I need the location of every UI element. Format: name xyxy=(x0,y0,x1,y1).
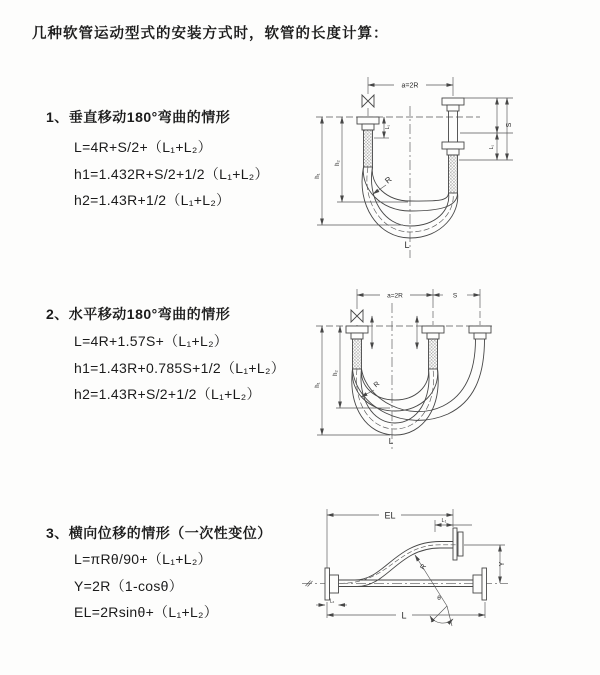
braided-hose-section xyxy=(364,130,373,167)
dim-label-s: S xyxy=(506,122,513,128)
radius-and-angle xyxy=(415,555,453,626)
fitting-length-dims xyxy=(372,316,417,349)
upper-right-flange xyxy=(453,528,463,560)
right-flange-fitting xyxy=(469,326,491,339)
section-1-formula-h2: h2=1.43R+1/2（L₁+L₂） xyxy=(74,192,231,208)
dim-label-l1: L₁ xyxy=(441,518,447,524)
dim-label-el: EL xyxy=(384,510,396,521)
valve-icon xyxy=(362,95,374,107)
dim-label-theta: θ xyxy=(437,595,441,602)
section-1-formula-l: L=4R+S/2+（L₁+L₂） xyxy=(74,139,212,155)
braided-hose-section xyxy=(449,155,458,193)
section-1-formula-h1: h1=1.432R+S/2+1/2（L₁+L₂） xyxy=(74,166,269,182)
dimension-s-and-l1-right xyxy=(459,98,513,160)
dim-label-y: Y xyxy=(499,561,506,567)
dimension-a2r xyxy=(368,77,453,116)
left-flange-fitting xyxy=(357,117,379,167)
valve-icon xyxy=(351,310,363,322)
dim-label-h1: h₁ xyxy=(315,382,321,388)
left-flange xyxy=(325,568,339,600)
dim-label-l2: L₂ xyxy=(329,598,335,605)
dim-label-s: S xyxy=(452,292,458,300)
diagram-vertical-180-bend xyxy=(310,70,600,266)
lower-right-flange xyxy=(473,568,487,600)
section-2-formula-h1: h1=1.43R+0.785S+1/2（L₁+L₂） xyxy=(74,360,285,376)
section-2-formula-l: L=4R+1.57S+（L₁+L₂） xyxy=(74,333,229,349)
centerlines xyxy=(316,301,492,449)
right-flange-fitting xyxy=(442,98,464,193)
dim-label-l: L xyxy=(388,437,394,446)
section-3-heading: 3、横向位移的情形（一次性变位） xyxy=(46,525,272,541)
dimension-l2 xyxy=(316,599,347,606)
dim-label-h2: h₂ xyxy=(333,370,339,376)
diagram-horizontal-180-bend xyxy=(310,283,600,458)
braided-hose-section xyxy=(353,339,362,369)
dim-label-l: L xyxy=(401,610,407,621)
dimension-l xyxy=(327,602,485,621)
section-3-formula-el: EL=2Rsinθ+（L₁+L₂） xyxy=(74,604,219,620)
dim-label-r: R xyxy=(419,563,429,572)
section-2-heading: 2、水平移动180°弯曲的情形 xyxy=(46,306,231,322)
dim-label-l1-right: L₁ xyxy=(489,144,495,150)
section-2-formula-h2: h2=1.43R+S/2+1/2（L₁+L₂） xyxy=(74,386,261,402)
dim-label-r: R xyxy=(383,174,394,186)
dim-label-a2r: a=2R xyxy=(387,292,403,300)
section-1-heading: 1、垂直移动180°弯曲的情形 xyxy=(46,109,231,125)
dim-label-l1-left: L₁ xyxy=(385,124,391,130)
dimension-h1 xyxy=(315,117,403,225)
diagram-lateral-displacement xyxy=(300,498,600,646)
section-3-formula-y: Y=2R（1-cosθ） xyxy=(74,578,184,594)
dimension-a2r xyxy=(357,289,480,309)
dim-label-h2: h₂ xyxy=(335,160,341,166)
dim-label-r: R xyxy=(372,380,382,390)
dim-label-a2r: a=2R xyxy=(401,82,419,90)
dim-label-l: L xyxy=(404,240,410,250)
section-3-formula-l: L=πRθ/90+（L₁+L₂） xyxy=(74,551,212,567)
dim-label-h1: h₁ xyxy=(315,173,321,179)
page-title: 几种软管运动型式的安装方式时，软管的长度计算： xyxy=(32,26,389,42)
braided-hose-section xyxy=(429,339,438,369)
hose-u-arcs xyxy=(352,339,485,435)
middle-flange-fitting xyxy=(422,326,444,369)
left-flange-fitting xyxy=(346,326,368,369)
